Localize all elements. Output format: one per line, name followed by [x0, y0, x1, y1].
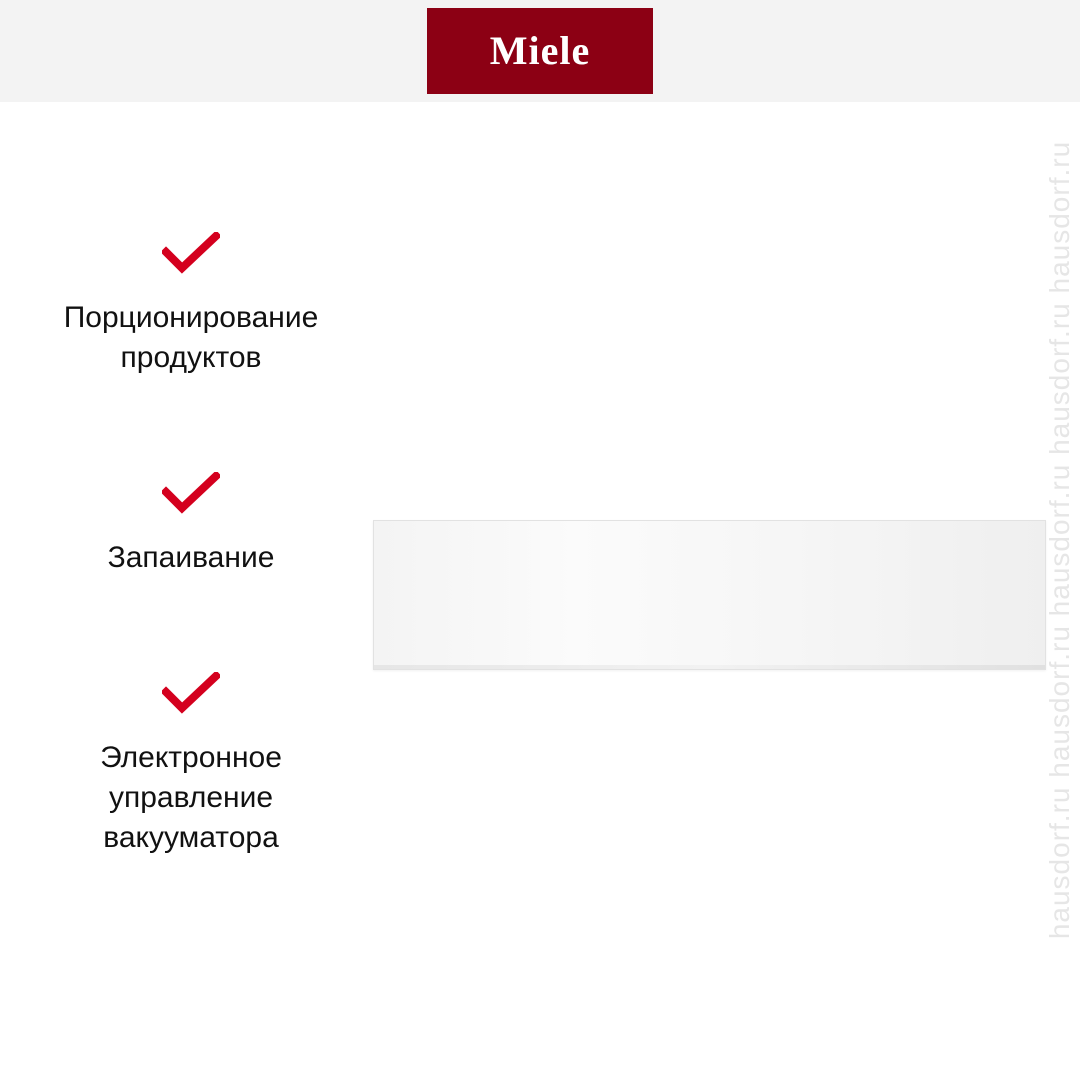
feature-item-sealing [40, 472, 342, 578]
feature-label: Порционирование продуктов [63, 301, 319, 374]
watermark-column [1040, 0, 1080, 1080]
checkmark-icon [162, 472, 220, 514]
product-drawer-gap [374, 665, 1045, 669]
feature-item-electronic-control [40, 672, 342, 858]
checkmark-icon [162, 672, 220, 714]
feature-label: Запаивание [107, 541, 275, 574]
brand-logo-text: Miele [489, 28, 591, 73]
checkmark-icon [162, 232, 220, 274]
product-image-vacuum-drawer [373, 520, 1046, 670]
brand-logo [427, 8, 653, 94]
feature-label: Электронное управление вакууматора [100, 741, 282, 854]
header-bar [0, 0, 1080, 102]
feature-item-portioning [40, 232, 342, 378]
watermark-text: hausdorf.ru hausdorf.ru hausdorf.ru hausdorf.ru hausdorf.ru [1044, 140, 1075, 940]
